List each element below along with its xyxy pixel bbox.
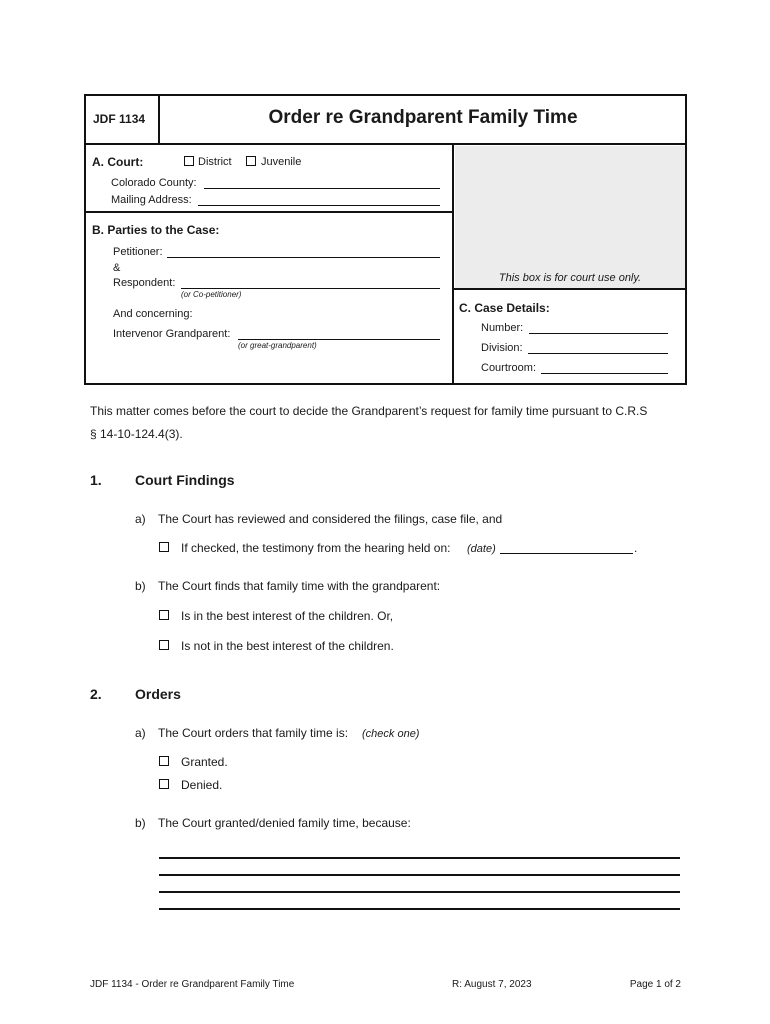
footer-page-number: Page 1 of 2	[629, 979, 681, 990]
petitioner-underline	[167, 257, 440, 258]
check-one-hint: (check one)	[362, 728, 420, 740]
divider	[452, 288, 687, 290]
findings-b-marker: b)	[135, 579, 146, 593]
best-interest-label: Is in the best interest of the children. Or,	[181, 609, 394, 623]
intervenor-label: Intervenor Grandparent:	[113, 328, 231, 340]
hearing-testimony-checkbox[interactable]	[159, 542, 169, 552]
courtroom-underline	[541, 373, 668, 374]
orders-heading: Orders	[135, 686, 181, 702]
orders-a-text: The Court orders that family time is:	[158, 726, 349, 740]
findings-number: 1.	[90, 472, 102, 488]
date-hint: (date)	[467, 543, 496, 555]
county-underline	[204, 188, 440, 189]
juvenile-label: Juvenile	[261, 156, 302, 168]
reason-line-2[interactable]	[159, 861, 680, 874]
district-checkbox[interactable]	[184, 156, 194, 166]
intro-line-2: § 14-10-124.4(3).	[90, 427, 183, 441]
juvenile-checkbox[interactable]	[246, 156, 256, 166]
mailing-address-field[interactable]	[198, 192, 440, 205]
denied-checkbox[interactable]	[159, 779, 169, 789]
reason-underline	[159, 857, 680, 859]
findings-heading: Court Findings	[135, 472, 235, 488]
mailing-underline	[198, 205, 440, 206]
granted-label: Granted.	[181, 755, 228, 769]
division-field[interactable]	[528, 340, 668, 353]
hearing-testimony-label: If checked, the testimony from the hearing held on:	[181, 541, 451, 555]
reason-underline	[159, 891, 680, 893]
case-number-field[interactable]	[529, 320, 668, 333]
date-period: .	[634, 541, 638, 555]
form-code: JDF 1134	[93, 112, 146, 126]
county-field[interactable]	[204, 175, 440, 188]
mailing-label: Mailing Address:	[111, 194, 192, 206]
respondent-note: (or Co-petitioner)	[181, 290, 242, 299]
ampersand: &	[113, 262, 121, 274]
courtroom-field[interactable]	[541, 360, 668, 373]
division-label: Division:	[481, 342, 523, 354]
section-c-label: C. Case Details:	[459, 301, 550, 315]
reason-underline	[159, 908, 680, 910]
intro-line-1: This matter comes before the court to decide the Grandparent’s request for family time pursuant to C.R.S	[90, 404, 648, 418]
divider	[84, 143, 687, 145]
section-b-label: B. Parties to the Case:	[92, 223, 220, 237]
divider	[452, 143, 454, 385]
court-use-box	[455, 146, 685, 288]
orders-b-text: The Court granted/denied family time, because:	[158, 816, 411, 830]
concerning-label: And concerning:	[113, 308, 193, 320]
intervenor-note: (or great-grandparent)	[238, 341, 317, 350]
divider	[84, 211, 454, 213]
orders-b-marker: b)	[135, 816, 146, 830]
not-best-interest-checkbox[interactable]	[159, 640, 169, 650]
denied-label: Denied.	[181, 778, 223, 792]
reason-line-4[interactable]	[159, 895, 680, 908]
courtroom-label: Courtroom:	[481, 362, 537, 374]
granted-checkbox[interactable]	[159, 756, 169, 766]
reason-line-3[interactable]	[159, 878, 680, 891]
case-number-label: Number:	[481, 322, 524, 334]
page-title: Order re Grandparent Family Time	[268, 107, 578, 128]
district-label: District	[198, 156, 232, 168]
footer-form-name: JDF 1134 - Order re Grandparent Family Time	[90, 979, 295, 990]
division-underline	[528, 353, 668, 354]
reason-line-1[interactable]	[159, 844, 680, 857]
respondent-underline	[181, 288, 440, 289]
reason-underline	[159, 874, 680, 876]
findings-a-marker: a)	[135, 512, 146, 526]
hearing-date-underline	[500, 553, 633, 554]
county-label: Colorado County:	[111, 177, 197, 189]
not-best-interest-label: Is not in the best interest of the children.	[181, 639, 394, 653]
petitioner-label: Petitioner:	[113, 246, 163, 258]
footer-revision-date: R: August 7, 2023	[452, 979, 532, 990]
respondent-field[interactable]	[181, 275, 440, 288]
respondent-label: Respondent:	[113, 277, 176, 289]
intervenor-field[interactable]	[238, 326, 440, 339]
findings-b-text: The Court finds that family time with the grandparent:	[158, 579, 441, 593]
section-a-label: A. Court:	[92, 155, 144, 169]
petitioner-field[interactable]	[167, 244, 440, 257]
case-number-underline	[529, 333, 668, 334]
orders-number: 2.	[90, 686, 102, 702]
findings-a-text: The Court has reviewed and considered the filings, case file, and	[158, 512, 503, 526]
court-use-note: This box is for court use only.	[498, 272, 642, 284]
intervenor-underline	[238, 339, 440, 340]
hearing-date-field[interactable]	[500, 540, 633, 553]
best-interest-checkbox[interactable]	[159, 610, 169, 620]
orders-a-marker: a)	[135, 726, 146, 740]
